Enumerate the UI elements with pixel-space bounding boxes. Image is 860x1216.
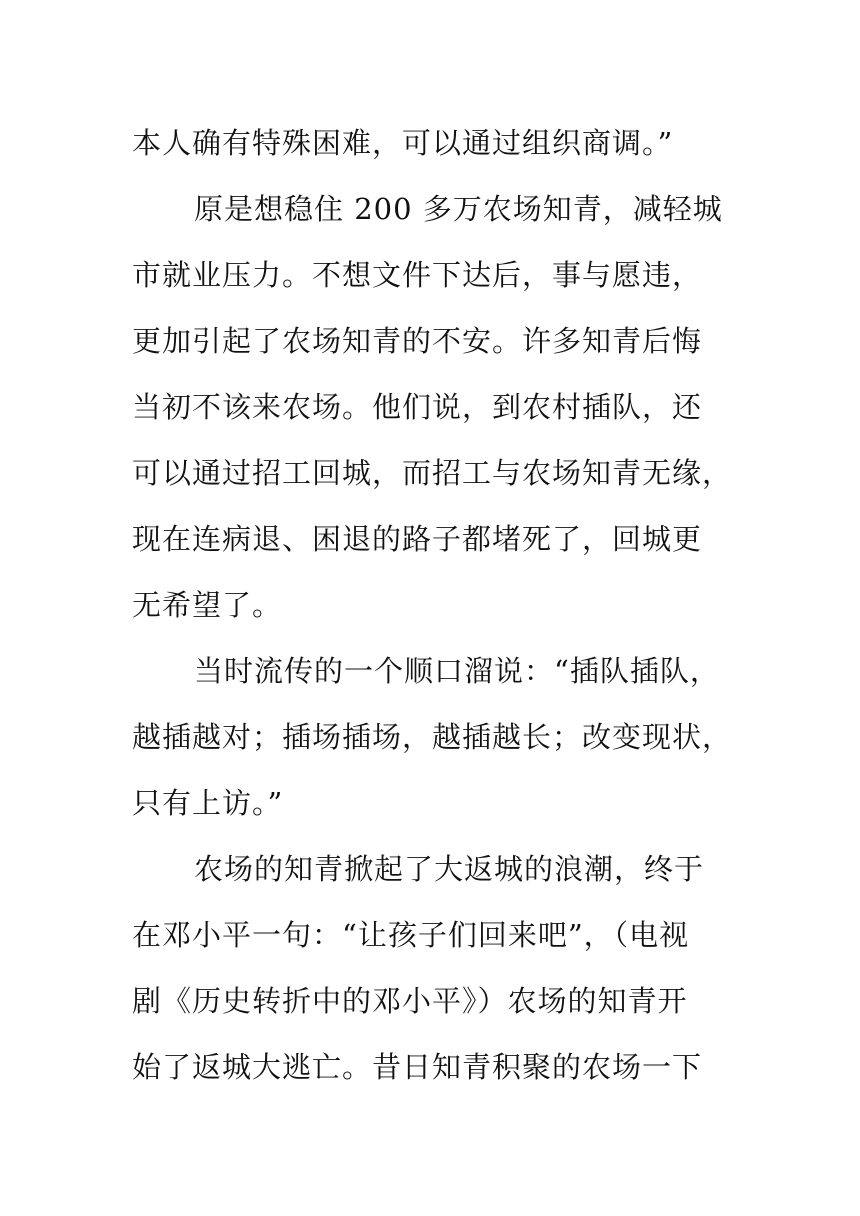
text-line-11: 只有上访。”: [132, 786, 284, 820]
text-line-1: 本人确有特殊困难，可以通过组织商调。”: [132, 126, 674, 160]
text-line-14: 剧《历史转折中的邓小平》）农场的知青开: [132, 984, 688, 1018]
text-line-12: 农场的知青掀起了大返城的浪潮，终于: [194, 852, 705, 886]
text-line-4: 更加引起了农场知青的不安。许多知青后悔: [132, 324, 703, 358]
text-line-7: 现在连病退、困退的路子都堵死了，回城更: [132, 522, 703, 556]
text-line-2: 原是想稳住 200 多万农场知青，减轻城: [194, 192, 723, 226]
text-line-8: 无希望了。: [132, 588, 283, 622]
text-line-6: 可以通过招工回城，而招工与农场知青无缘，: [132, 456, 733, 490]
text-line-9: 当时流传的一个顺口溜说：“插队插队，: [194, 654, 720, 688]
text-line-5: 当初不该来农场。他们说，到农村插队，还: [132, 390, 703, 424]
document-page: [132, 110, 742, 1100]
text-line-3: 市就业压力。不想文件下达后，事与愿违，: [132, 258, 703, 292]
text-line-15: 始了返城大逃亡。昔日知青积聚的农场一下: [132, 1050, 703, 1084]
text-line-10: 越插越对；插场插场，越插越长；改变现状，: [132, 720, 733, 754]
text-line-13: 在邓小平一句：“让孩子们回来吧”，（电视: [132, 918, 690, 952]
